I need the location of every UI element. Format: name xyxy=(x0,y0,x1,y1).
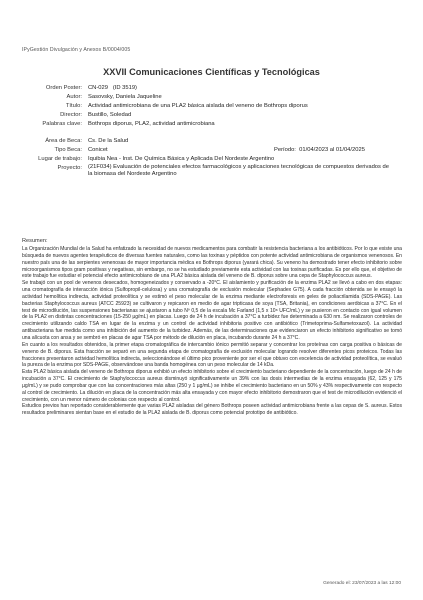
document-code: IPyGestión Divulgación y Anexos B/0004/005 xyxy=(22,47,131,53)
palabras-value: Bothrops diporus, PLA2, actividad antimicrobiana xyxy=(88,121,215,127)
meta-row-area xyxy=(0,137,423,146)
tipo-value: Conicet xyxy=(88,147,108,153)
autor-value: Sasovsky, Daniela Jaqueline xyxy=(88,94,162,100)
titulo-value: Actividad antimicrobiana de una PLA2 básica aislada del veneno de Bothrops diporus xyxy=(88,103,308,109)
periodo-value: 01/04/2023 al 01/04/2025 xyxy=(299,147,365,153)
summary-paragraph: La Organización Mundial de la Salud ha enfatizado la necesidad de nuevos medicamentos para combatir la resistencia bacteriana a los antibióticos. Por lo que existe una búsqueda de nuevos agentes terapéuticos de diversas fuentes naturales, como las toxinas y péptidos con potente actividad antimicrobiana de organismos venenosos. En nuestro país una de las serpientes venenosas de mayor importancia médica es Bothrops diporus (yarará chica). Su veneno ha demostrado tener efecto inhibitorio sobre microorganismos tipos gram positivas y negativas, sin embargo, no se ha estudiado previamente esta actividad con las toxinas purificadas. Es por ello que, el objetivo de este trabajo fue estudiar el potencial efecto antimicrobiano de una PLA2 básica aislada del veneno de B. diporus sobre una cepa de Staphylococcus aureus. xyxy=(22,246,402,280)
area-value: Cs. De la Salud xyxy=(88,138,129,144)
director-label: Director: xyxy=(60,112,82,118)
meta-row-proyecto xyxy=(0,164,423,178)
meta-row-titulo xyxy=(0,102,423,111)
summary-paragraph: Esta PLA2 básica aislada del veneno de Bothrops diporus exhibió un efecto inhibitorio sobre el crecimiento bacteriano dependiente de la concentración, luego de 24 h de incubación a 37°C. El crecimiento de Staphylococcus aureus disminuyó significativamente un 39% con las dosis intermedias de la enzima ensayada (62, 125 y 175 µg/mL) y se pudo comprobar que con las concentraciones más altas (250 y 1 µg/mL) se inhibe el crecimiento bacteriano en un 50% y 43% respectivamente con respecto al control de crecimiento. La dilución en placa de la concentración más alta ensayada y con mayor efecto inhibitorio demostraron que el test de microdilución evidenció el crecimiento, con un menor número de colonias con respecto al control. xyxy=(22,369,402,403)
summary-paragraph: Estudios previos han reportado considerablemente que varias PLA2 aisladas del género Bothrops poseen actividad antimicrobiana frente a las cepas de S. aureus. Estos resultados preliminares sientan base en el estudio de la PLA2 aislada de B. diporus como potencial prototipo de antibiótico. xyxy=(22,403,402,417)
metadata-block xyxy=(0,84,423,178)
orden-label: Orden Poster: xyxy=(45,85,82,91)
proyecto-label: Proyecto: xyxy=(57,165,82,171)
meta-row-lugar xyxy=(0,155,423,164)
orden-value: CN-029 xyxy=(88,85,108,91)
meta-row-director xyxy=(0,111,423,120)
summary-paragraph: En cuanto a los resultados obtenidos, la primer etapa cromatográfica de intercambio iónico permitió separar y concentrar los proteínas con carga positiva o básicas de veneno de B. diporus. Esta fracción se separó en una segunda etapa de cromatografía de exclusión molecular logrando resolver diferentes picos proteicos. Todas las fracciones presentaron actividad hemolítica indirecta, seleccionándose el último pico proveniente por ser el que obtuvo con excelencia de actividad proteolítica, se evaluó la pureza de la enzima por SDS-PAGE, observándose una banda homogénea con un peso molecular de 14 kDa. xyxy=(22,341,402,369)
titulo-label: Título: xyxy=(65,103,82,109)
proyecto-value: (21F034) Evaluación de potenciales efectos farmacológicos y aplicaciones tecnológicas de compuestos derivados de la biomasa del Nordeste Argentino xyxy=(88,164,389,178)
area-label: Área de Beca: xyxy=(45,138,82,144)
meta-row-palabras xyxy=(0,120,423,129)
lugar-value: Iquibia Nea - Inst. De Química Básica y Aplicada Del Nordeste Argentino xyxy=(88,156,275,162)
meta-row-tipo xyxy=(0,146,423,155)
meta-row-orden xyxy=(0,84,423,93)
orden-id: (ID 3519) xyxy=(112,85,137,91)
page-title: XXVII Comunicaciones Científicas y Tecnológicas xyxy=(103,67,320,77)
director-value: Bustillo, Soledad xyxy=(88,112,132,118)
palabras-label: Palabras clave: xyxy=(42,121,82,127)
periodo-label: Período: xyxy=(274,147,296,153)
meta-row-autor xyxy=(0,93,423,102)
summary-paragraph: Se trabajó con un pool de venenos desecados, homogeneizados y conservado a -20°C. El aislamiento y purificación de la enzima PLA2 se llevó a cabo en dos etapas: una cromatografía de interacción iónica (Sulfopropil-celulosa) y una cromatografía de exclusión molecular (Sephadex G75). A cada fracción obtenida se le ensayó la actividad hemolítica indirecta, actividad proteolítica y se estimó el peso molecular de la enzima mediante electroforesis en geles de poliacrilamida (SDS-PAGE). Las bacterias Staphylococcus aureus (ATCC 25923) se cultivaron y repicaron en medio de agar tripticasa de soya (TSA, Britania), en condiciones aeróbicas a 37°C. En el test de microdilución, las suspensiones bacterianas se ajustaron a tubo Nº 0,5 de la escala Mc Farland (1,5 x 10⁸ UFC/mL) y se pusieron en contacto con igual volumen de la PLA2 en distintas concentraciones (15-250 µg/mL) en placas. Luego de 24 h de incubación a 37°C a turbidez fue determinada a 630 nm. Se realizaron controles de crecimiento utilizando caldo TSA en lugar de la enzima y un control de actividad inhibitoria positivo con antibiótico (Trimetoprima-Sulfametoxazol). La actividad antibacteriana fue medida como una inhibición del aumento de la turbidez. Además, de las determinaciones que evidenciaron un efecto inhibitorio significativo se tomó una alícuota con ansa y se sembró en placas de agar TSA por método de dilución en placa, incubando durante 24 h a 37°C. xyxy=(22,280,402,341)
generated-timestamp: Generado el: 23/07/2023 a las 12:00 xyxy=(323,581,401,586)
tipo-label: Tipo Beca: xyxy=(54,147,82,153)
autor-label: Autor: xyxy=(66,94,82,100)
lugar-label: Lugar de trabajo: xyxy=(38,156,82,162)
summary-heading: Resumen: xyxy=(22,238,48,244)
summary-body xyxy=(22,246,402,417)
